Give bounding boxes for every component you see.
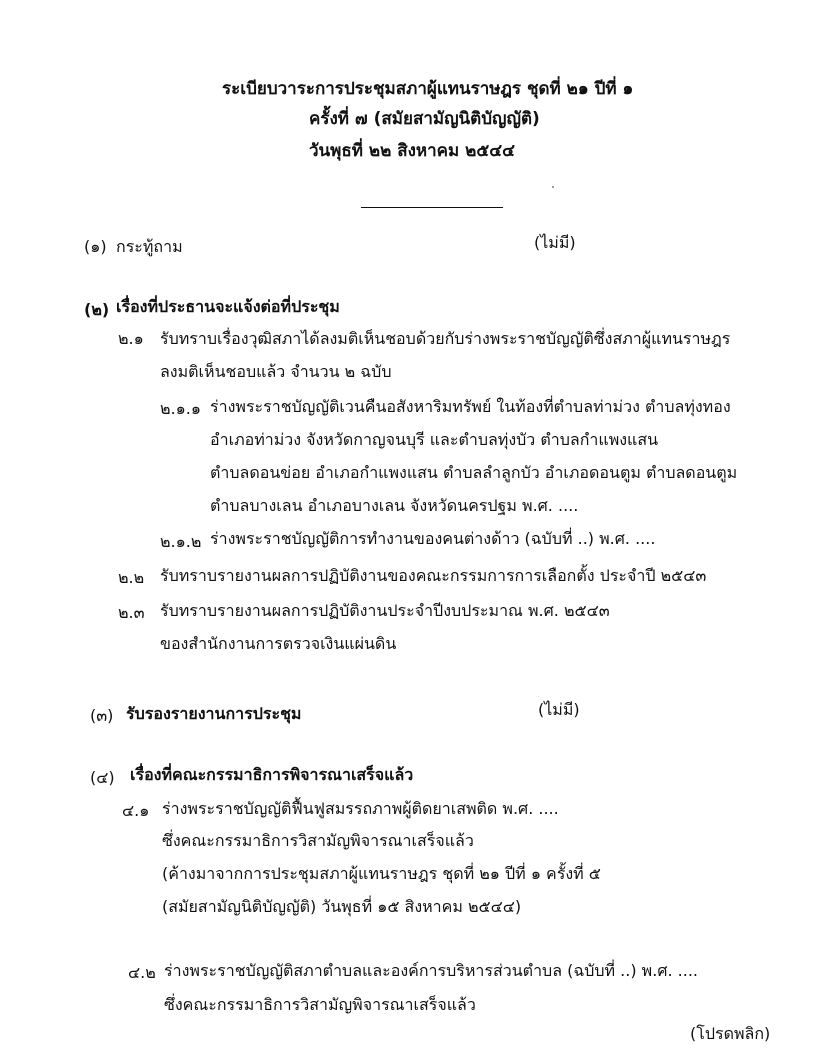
section-1-number: (๑) — [84, 237, 107, 256]
section-1-title: กระทู้ถาม — [116, 237, 183, 256]
item-2-1-1-number: ๒.๑.๑ — [160, 399, 202, 418]
agenda-title: ระเบียบวาระการประชุมสภาผู้แทนราษฎร ชุดที่ ๒๑ ปีที่ ๑ — [222, 79, 634, 99]
item-2-3-cont: ของสำนักงานการตรวจเงินแผ่นดิน — [160, 634, 397, 653]
item-2-1-2-number: ๒.๑.๒ — [160, 532, 202, 551]
header-divider — [361, 207, 503, 208]
item-4-2-number: ๔.๒ — [128, 963, 156, 982]
item-2-1-1-cont3: ตำบลบางเลน อำเภอบางเลน จังหวัดนครปฐม พ.ศ. .... — [210, 496, 579, 515]
section-3-title: รับรองรายงานการประชุม — [126, 704, 302, 723]
item-4-1-number: ๔.๑ — [122, 801, 150, 820]
section-2-number: (๒) — [84, 300, 110, 319]
section-3-number: (๓) — [90, 706, 114, 725]
item-2-2-text: รับทราบรายงานผลการปฏิบัติงานของคณะกรรมการการเลือกตั้ง ประจำปี ๒๕๔๓ — [160, 566, 707, 585]
item-4-2-cont1: ซึ่งคณะกรรมาธิการวิสามัญพิจารณาเสร็จแล้ว — [164, 995, 476, 1014]
meeting-date: วันพุธที่ ๒๒ สิงหาคม ๒๕๔๔ — [309, 141, 515, 161]
item-4-1-cont1: ซึ่งคณะกรรมาธิการวิสามัญพิจารณาเสร็จแล้ว — [162, 831, 474, 850]
item-4-1-text: ร่างพระราชบัญญัติฟื้นฟูสมรรถภาพผู้ติดยาเสพติด พ.ศ. .... — [162, 799, 559, 818]
item-2-2-number: ๒.๒ — [118, 568, 145, 587]
item-2-1-1-cont2: ตำบลดอนข่อย อำเภอกำแพงแสน ตำบลลำลูกบัว อำเภอดอนตูม ตำบลดอนตูม — [210, 463, 738, 482]
meeting-session: ครั้งที่ ๗ (สมัยสามัญนิติบัญญัติ) — [309, 109, 540, 129]
section-2-title: เรื่องที่ประธานจะแจ้งต่อที่ประชุม — [116, 297, 340, 316]
item-2-1-1-cont1: อำเภอท่าม่วง จังหวัดกาญจนบุรี และตำบลทุ่งบัว ตำบลกำแพงแสน — [210, 430, 659, 449]
item-2-1-2-text: ร่างพระราชบัญญัติการทำงานของคนต่างด้าว (ฉบับที่ ..) พ.ศ. .... — [210, 529, 656, 548]
scan-speck — [552, 186, 554, 188]
section-1-status: (ไม่มี) — [534, 233, 576, 252]
section-3-status: (ไม่มี) — [538, 700, 580, 719]
section-4-title: เรื่องที่คณะกรรมาธิการพิจารณาเสร็จแล้ว — [130, 765, 414, 784]
section-4-number: (๔) — [90, 768, 115, 787]
item-4-1-cont2: (ค้างมาจากการประชุมสภาผู้แทนราษฎร ชุดที่ ๒๑ ปีที่ ๑ ครั้งที่ ๕ — [162, 864, 601, 883]
item-2-1-number: ๒.๑ — [118, 329, 144, 348]
item-4-2-text: ร่างพระราชบัญญัติสภาตำบลและองค์การบริหารส่วนตำบล (ฉบับที่ ..) พ.ศ. .... — [164, 961, 698, 980]
item-2-3-number: ๒.๓ — [118, 603, 145, 622]
item-2-1-cont: ลงมติเห็นชอบแล้ว จำนวน ๒ ฉบับ — [160, 362, 392, 381]
turn-over-note: (โปรดพลิก) — [690, 1024, 771, 1043]
item-2-1-text: รับทราบเรื่องวุฒิสภาได้ลงมติเห็นชอบด้วยกับร่างพระราชบัญญัติซึ่งสภาผู้แทนราษฎร — [160, 329, 731, 348]
item-4-1-cont3: (สมัยสามัญนิติบัญญัติ) วันพุธที่ ๑๕ สิงหาคม ๒๕๔๔) — [162, 897, 522, 916]
item-2-3-text: รับทราบรายงานผลการปฏิบัติงานประจำปีงบประมาณ พ.ศ. ๒๕๔๓ — [160, 601, 610, 620]
item-2-1-1-text: ร่างพระราชบัญญัติเวนคืนอสังหาริมทรัพย์ ในท้องที่ตำบลท่าม่วง ตำบลทุ่งทอง — [210, 397, 731, 416]
